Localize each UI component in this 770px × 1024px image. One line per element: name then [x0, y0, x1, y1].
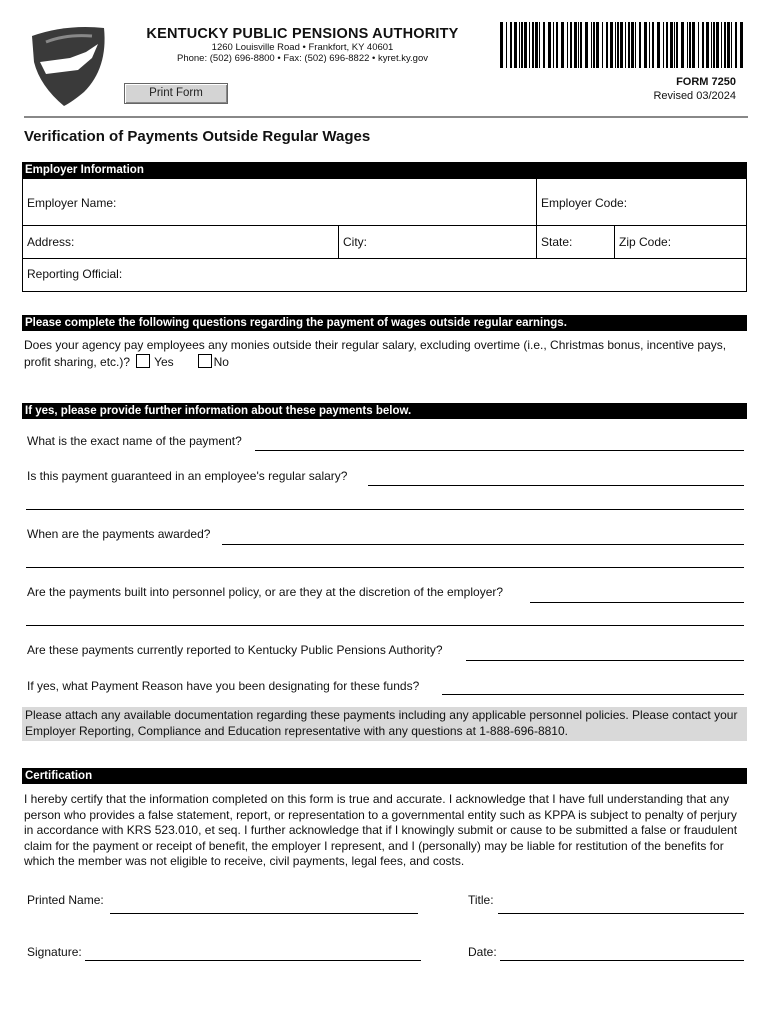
certification-text: I hereby certify that the information completed on this form is true and accurate. I acknowledge that I have full understanding that any person who provides a false statement, report, or representation to a governmental entity such as KPPA is subject to penalty of perjury in accordance with KRS 523.010, et seq. I further acknowledge that if I knowingly submit or cause to be submitted a false or fraudulent claim for the payment or receipt of benefit, the employer I represent, and I (personally) may be liable for restitution of the benefits for which the member was not eligible to receive, civil payments, legal fees, and costs. — [24, 792, 738, 868]
employer-code-field[interactable] — [537, 179, 746, 226]
org-name: KENTUCKY PUBLIC PENSIONS AUTHORITY — [146, 26, 459, 42]
policy-label: Are the payments built into personnel policy, or are they at the discretion of the employer? — [27, 585, 504, 599]
outside-pay-question-text: Does your agency pay employees any monies outside their regular salary, excluding overtime (i.e., Christmas bonus, incentive pays, profit sharing, etc.)? — [24, 338, 727, 369]
no-label: No — [213, 354, 229, 369]
reported-line[interactable] — [466, 660, 744, 661]
reporting-official-field[interactable] — [23, 259, 746, 291]
org-contact: Phone: (502) 696-8800 • Fax: (502) 696-8822 • kyret.ky.gov — [177, 53, 428, 64]
awarded-line-2[interactable] — [26, 567, 744, 568]
payment-name-line[interactable] — [255, 450, 744, 451]
questions-section-heading: Please complete the following questions regarding the payment of wages outside regular earnings. — [22, 315, 747, 331]
signature-line[interactable] — [85, 960, 421, 961]
awarded-line[interactable] — [222, 544, 744, 545]
org-address: 1260 Louisville Road • Frankfort, KY 40601 — [211, 42, 394, 53]
state-label: State: — [541, 235, 573, 249]
yes-label: Yes — [154, 354, 174, 369]
signature-label: Signature: — [27, 945, 82, 959]
documentation-note: Please attach any available documentation regarding these payments including any applicable personnel policies. Please contact your Employer Reporting, Compliance and Education representative with any questions at 1-888-696-8810. — [22, 707, 747, 741]
address-field[interactable] — [23, 226, 339, 259]
payment-name-label: What is the exact name of the payment? — [27, 434, 242, 448]
employer-name-label: Employer Name: — [27, 196, 117, 210]
revised-date: Revised 03/2024 — [653, 90, 736, 102]
organization-header — [135, 26, 470, 64]
employer-info-grid — [22, 178, 747, 292]
guaranteed-line-2[interactable] — [26, 509, 744, 510]
zip-code-field[interactable] — [615, 226, 746, 259]
print-form-button[interactable]: Print Form — [124, 83, 228, 104]
zip-code-label: Zip Code: — [619, 235, 672, 249]
date-line[interactable] — [500, 960, 744, 961]
city-field[interactable] — [339, 226, 537, 259]
outside-pay-question — [24, 338, 746, 370]
address-label: Address: — [27, 235, 75, 249]
printed-name-label: Printed Name: — [27, 893, 104, 907]
kentucky-shield-logo-icon — [26, 22, 110, 106]
reporting-official-label: Reporting Official: — [27, 267, 123, 281]
policy-line-2[interactable] — [26, 625, 744, 626]
guaranteed-line[interactable] — [368, 485, 744, 486]
yes-checkbox[interactable] — [136, 354, 150, 368]
guaranteed-label: Is this payment guaranteed in an employee's regular salary? — [27, 469, 348, 483]
payment-reason-label: If yes, what Payment Reason have you been designating for these funds? — [27, 679, 420, 693]
form-number-block — [653, 75, 736, 103]
details-section-heading: If yes, please provide further information about these payments below. — [22, 403, 747, 419]
no-checkbox[interactable] — [198, 354, 212, 368]
title-label: Title: — [468, 893, 494, 907]
date-label: Date: — [468, 945, 497, 959]
header-divider — [24, 116, 748, 118]
employer-section-heading: Employer Information — [22, 162, 747, 178]
payment-reason-line[interactable] — [442, 694, 744, 695]
printed-name-line[interactable] — [110, 913, 418, 914]
barcode-icon — [500, 22, 746, 68]
page-title: Verification of Payments Outside Regular Wages — [24, 128, 371, 145]
policy-line[interactable] — [530, 602, 744, 603]
city-label: City: — [343, 235, 367, 249]
employer-code-label: Employer Code: — [541, 196, 628, 210]
form-number: FORM 7250 — [676, 76, 736, 88]
awarded-label: When are the payments awarded? — [27, 527, 211, 541]
certification-heading: Certification — [22, 768, 747, 784]
employer-name-field[interactable] — [23, 179, 537, 226]
title-line[interactable] — [498, 913, 744, 914]
state-field[interactable] — [537, 226, 615, 259]
reported-label: Are these payments currently reported to Kentucky Public Pensions Authority? — [27, 643, 443, 657]
